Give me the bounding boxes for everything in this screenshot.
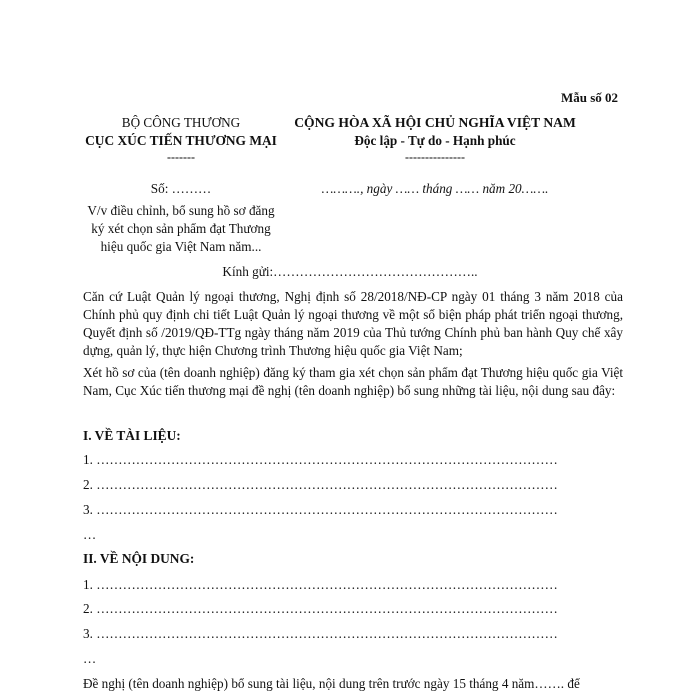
legal-basis-paragraph: Căn cứ Luật Quản lý ngoại thương, Nghị định số 28/2018/NĐ-CP ngày 01 tháng 3 năm 2018 của Chính phủ quy định chi tiết Luật Quản lý ngoại thương về một số biện pháp phát triển ngoại thương, Quyết định số /2019/QĐ-TTg ngày tháng năm 2019 của Thủ tướng Chính phủ ban hành Quy chế xây dựng, quản lý, thực hiện Chương trình Thương hiệu quốc gia Việt Nam; <box>83 289 623 358</box>
motto-divider: --------------- <box>405 150 465 164</box>
department-name: CỤC XÚC TIẾN THƯƠNG MẠI <box>85 133 277 148</box>
deadline-paragraph: Đề nghị (tên doanh nghiệp) bổ sung tài liệu, nội dung trên trước ngày 15 tháng 4 năm……. để <box>83 676 580 691</box>
document-number: Số: ……… <box>150 181 212 196</box>
recipient-line: Kính gửi:……………………………………….. <box>222 264 478 279</box>
list-item: … <box>83 651 97 666</box>
national-motto-block <box>290 114 580 164</box>
request-paragraph: Xét hồ sơ của (tên doanh nghiệp) đăng ký tham gia xét chọn sản phẩm đạt Thương hiệu quốc gia Việt Nam, Cục Xúc tiến thương mại đề nghị (tên doanh nghiệp) bổ sung những tài liệu, nội dung sau đây: <box>83 365 623 398</box>
national-motto: Độc lập - Tự do - Hạnh phúc <box>354 133 516 148</box>
list-item: 1. …………………………………………………………………………………………… <box>83 577 558 592</box>
ministry-name: BỘ CÔNG THƯƠNG <box>121 115 241 130</box>
agency-divider: ------- <box>167 150 195 164</box>
list-item: 2. …………………………………………………………………………………………… <box>83 477 558 492</box>
section-content-title: II. VỀ NỘI DUNG: <box>83 551 195 566</box>
list-item: 2. …………………………………………………………………………………………… <box>83 601 558 616</box>
list-item: 3. …………………………………………………………………………………………… <box>83 626 558 641</box>
section-documents-title: I. VỀ TÀI LIỆU: <box>83 428 181 443</box>
subject-line: hiệu quốc gia Việt Nam năm... <box>100 239 262 254</box>
subject-line: V/v điều chỉnh, bổ sung hồ sơ đăng <box>87 203 275 218</box>
list-item: 1. …………………………………………………………………………………………… <box>83 452 558 467</box>
document-subject <box>70 202 292 256</box>
document-date: ………., ngày …… tháng …… năm 20……. <box>321 181 549 196</box>
subject-line: ký xét chọn sản phẩm đạt Thương <box>91 221 271 236</box>
issuing-agency-block <box>70 114 292 164</box>
list-item: … <box>83 527 97 542</box>
form-number: Mẫu số 02 <box>560 90 618 105</box>
country-name: CỘNG HÒA XÃ HỘI CHỦ NGHĨA VIỆT NAM <box>294 115 576 130</box>
list-item: 3. …………………………………………………………………………………………… <box>83 502 558 517</box>
